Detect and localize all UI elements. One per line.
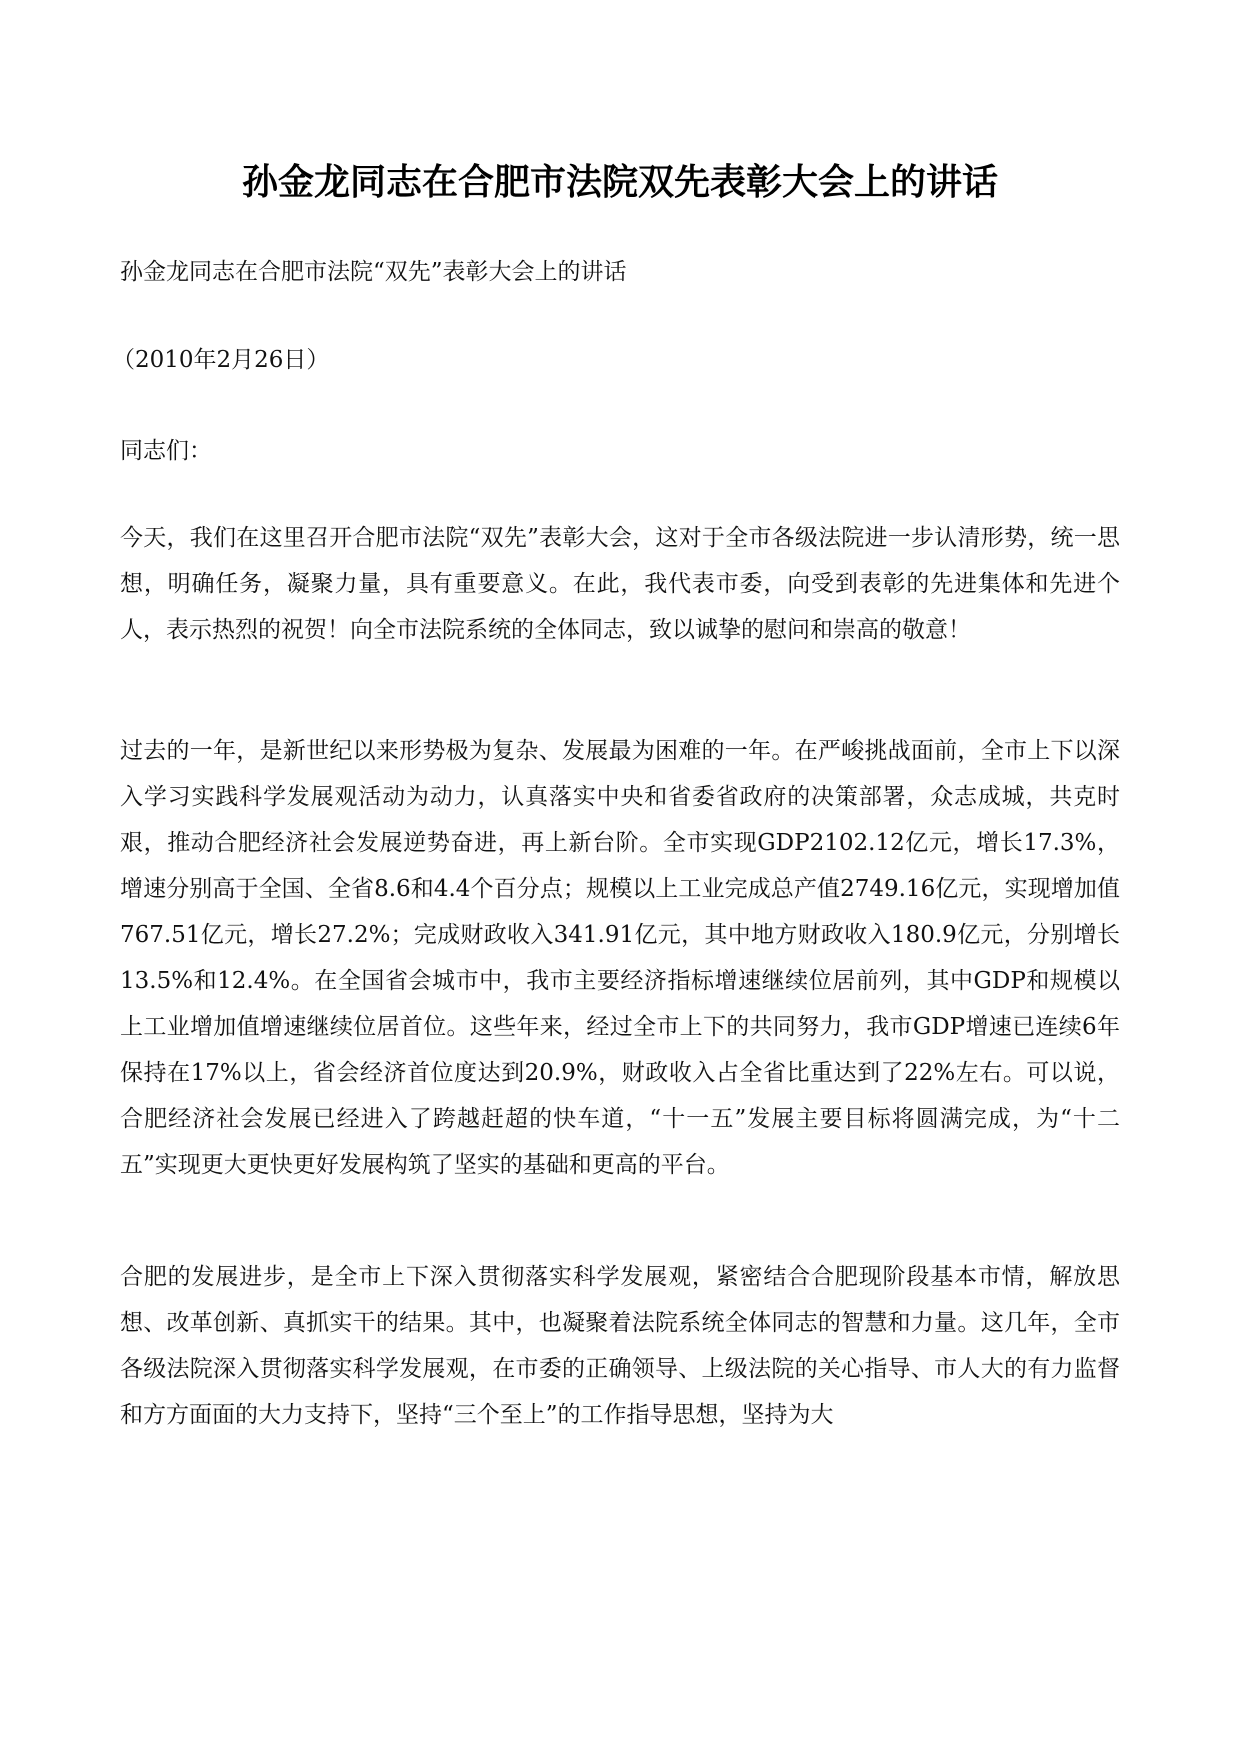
speech-subtitle: 孙金龙同志在合肥市法院“双先”表彰大会上的讲话 [120, 259, 627, 285]
paragraph-1: 今天，我们在这里召开合肥市法院“双先”表彰大会，这对于全市各级法院进一步认清形势，统一思想，明确任务，凝聚力量，具有重要意义。在此，我代表市委，向受到表彰的先进集体和先进个人，表示热烈的祝贺！向全市法院系统的全体同志，致以诚挚的慰问和崇高的敬意！ [120, 525, 1120, 643]
speech-date: （2010年2月26日） [112, 347, 330, 373]
paragraph-2: 过去的一年，是新世纪以来形势极为复杂、发展最为困难的一年。在严峻挑战面前，全市上下以深入学习实践科学发展观活动为动力，认真落实中央和省委省政府的决策部署，众志成城，共克时艰，推动合肥经济社会发展逆势奋进，再上新台阶。全市实现GDP2102.12亿元，增长17.3%，增速分别高于全国、全省8.6和4.4个百分点；规模以上工业完成总产值2749.16亿元，实现增加值767.51亿元，增长27.2%；完成财政收入341.91亿元，其中地方财政收入180.9亿元，分别增长13.5%和12.4%。在全国省会城市中，我市主要经济指标增速继续位居前列，其中GDP和规模以上工业增加值增速继续位居首位。这些年来，经过全市上下的共同努力，我市GDP增速已连续6年保持在17%以上，省会经济首位度达到20.9%，财政收入占全省比重达到了22%左右。可以说，合肥经济社会发展已经进入了跨越赶超的快车道，“十一五”发展主要目标将圆满完成，为“十二五”实现更大更快更好发展构筑了坚实的基础和更高的平台。 [120, 738, 1120, 1178]
salutation: 同志们： [120, 438, 212, 464]
paragraph-3: 合肥的发展进步，是全市上下深入贯彻落实科学发展观，紧密结合合肥现阶段基本市情，解放思想、改革创新、真抓实干的结果。其中，也凝聚着法院系统全体同志的智慧和力量。这几年，全市各级法院深入贯彻落实科学发展观，在市委的正确领导、上级法院的关心指导、市人大的有力监督和方方面面的大力支持下，坚持“三个至上”的工作指导思想，坚持为大 [120, 1264, 1120, 1428]
document-title: 孙金龙同志在合肥市法院双先表彰大会上的讲话 [241, 162, 998, 203]
